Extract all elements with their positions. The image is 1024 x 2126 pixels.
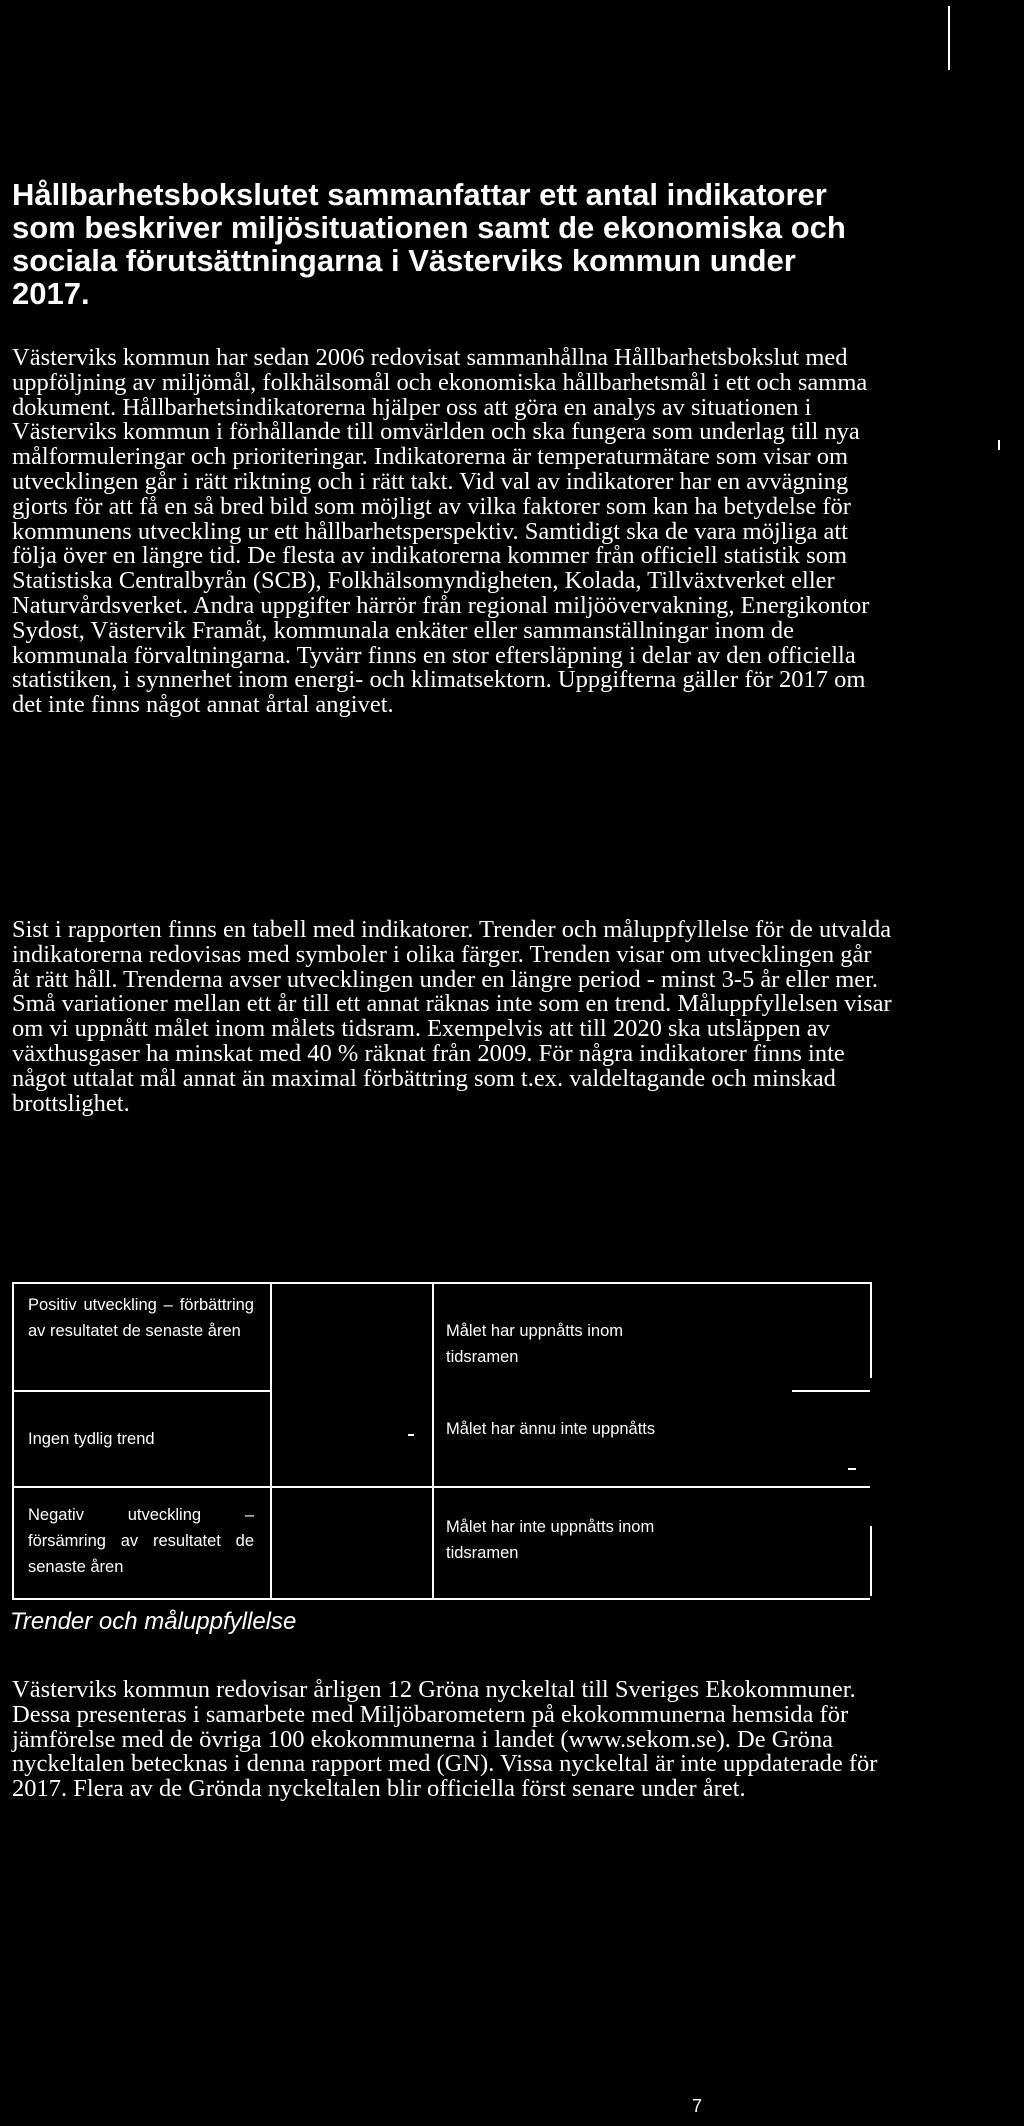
legend-col-rule [432,1282,434,1600]
legend-mark [848,1468,856,1470]
green-indicators-paragraph: Västerviks kommun redovisar årligen 12 Gröna nyckeltal till Sveriges Ekokommuner. Dessa presenteras i samarbete med Miljöbarometern på ekokommunerna hemsida för jämförelse med de övriga 100 ekokommunerna i landet (www.sekom.se). De Gröna nyckeltalen betecknas i denna rapport med (GN). Vissa nyckeltal är inte uppdaterade för 2017. Flera av de Grönda nyckeltalen blir officiella först senare under året. [12,1676,878,1803]
margin-mark [998,440,1000,450]
trend-explanation-paragraph: Sist i rapporten finns en tabell med indikatorer. Trender och måluppfyllelse för de utvalda indikatorerna redovisas med symboler i olika färger. Trenden visar om utvecklingen går åt rätt håll. Trenderna avser utvecklingen under en längre period - minst 3-5 år eller mer. Små variationer mellan ett år till ett annat räknas inte som en trend. Måluppfyllelsen visar om vi uppnått målet inom målets tidsram. Exempelvis att till 2020 ska utsläppen av växthusgaser ha minskat med 40 % räknat från 2009. För några indikatorer finns inte något uttalat mål annat än maximal förbättring som t.ex. valdeltagande och minskad brottslighet. [12,916,892,1117]
legend-goal-not-yet: Målet har ännu inte uppnåtts [446,1420,656,1438]
page-number: 7 [692,2096,703,2116]
legend-rule [12,1486,870,1488]
legend-col-rule [12,1282,14,1600]
legend-rule [792,1390,870,1392]
legend-col-rule [870,1526,872,1596]
legend-positive-trend: Positiv utveckling – förbättring av resultatet de senaste åren [28,1296,254,1340]
scan-mark [948,6,950,70]
legend-goal-achieved: Målet har uppnåtts inom tidsramen [446,1322,624,1366]
legend-col-rule [870,1282,872,1378]
legend-rule [12,1390,270,1392]
legend-table [12,1282,872,1600]
legend-negative-trend: Negativ utveckling – försämring av resultatet de senaste åren [28,1506,254,1576]
legend-caption: Trender och måluppfyllelse [10,1608,297,1635]
legend-goal-missed: Målet har inte uppnåtts inom tidsramen [446,1518,655,1562]
legend-no-trend: Ingen tydlig trend [28,1430,155,1448]
legend-rule-bottom [12,1598,870,1600]
intro-paragraph: Västerviks kommun har sedan 2006 redovisat sammanhållna Hållbarhetsbokslut med uppföljning av miljömål, folkhälsomål och ekonomiska hållbarhetsmål i ett och samma dokument. Hållbarhetsindikatorerna hjälper oss att göra en analys av situationen i Västerviks kommun i förhållande till omvärlden och ska fungera som underlag till nya målformuleringar och prioriteringar. Indikatorerna är temperaturmätare som visar om utvecklingen går i rätt riktning och i rätt takt. Vid val av indikatorer har en avvägning gjorts för att få en så bred bild som möjligt av vilka faktorer som kan ha betydelse för kommunens utveckling ur ett hållbarhetsperspektiv. Samtidigt ska de vara möjliga att följa över en längre tid. De flesta av indikatorerna kommer från officiell statistik som Statistiska Centralbyrån (SCB), Folkhälsomyndigheten, Kolada, Tillväxtverket eller Naturvårdsverket. Andra uppgifter härrör från regional miljöövervakning, Energikontor Sydost, Västervik Framåt, kommunala enkäter eller sammanställningar inom de kommunala förvaltningarna. Tyvärr finns en stor eftersläpning i delar av den officiella statistiken, i synnerhet inom energi- och klimatsektorn. Uppgifterna gäller för 2017 om det inte finns något annat årtal angivet. [12,344,870,719]
page-heading: Hållbarhetsbokslutet sammanfattar ett antal indikatorer som beskriver miljösituationen samt de ekonomiska och sociala förutsättningarna i Västerviks kommun under 2017. [12,177,846,311]
legend-col-rule [270,1282,272,1600]
legend-mark [408,1434,414,1436]
legend-rule-top [12,1282,870,1284]
